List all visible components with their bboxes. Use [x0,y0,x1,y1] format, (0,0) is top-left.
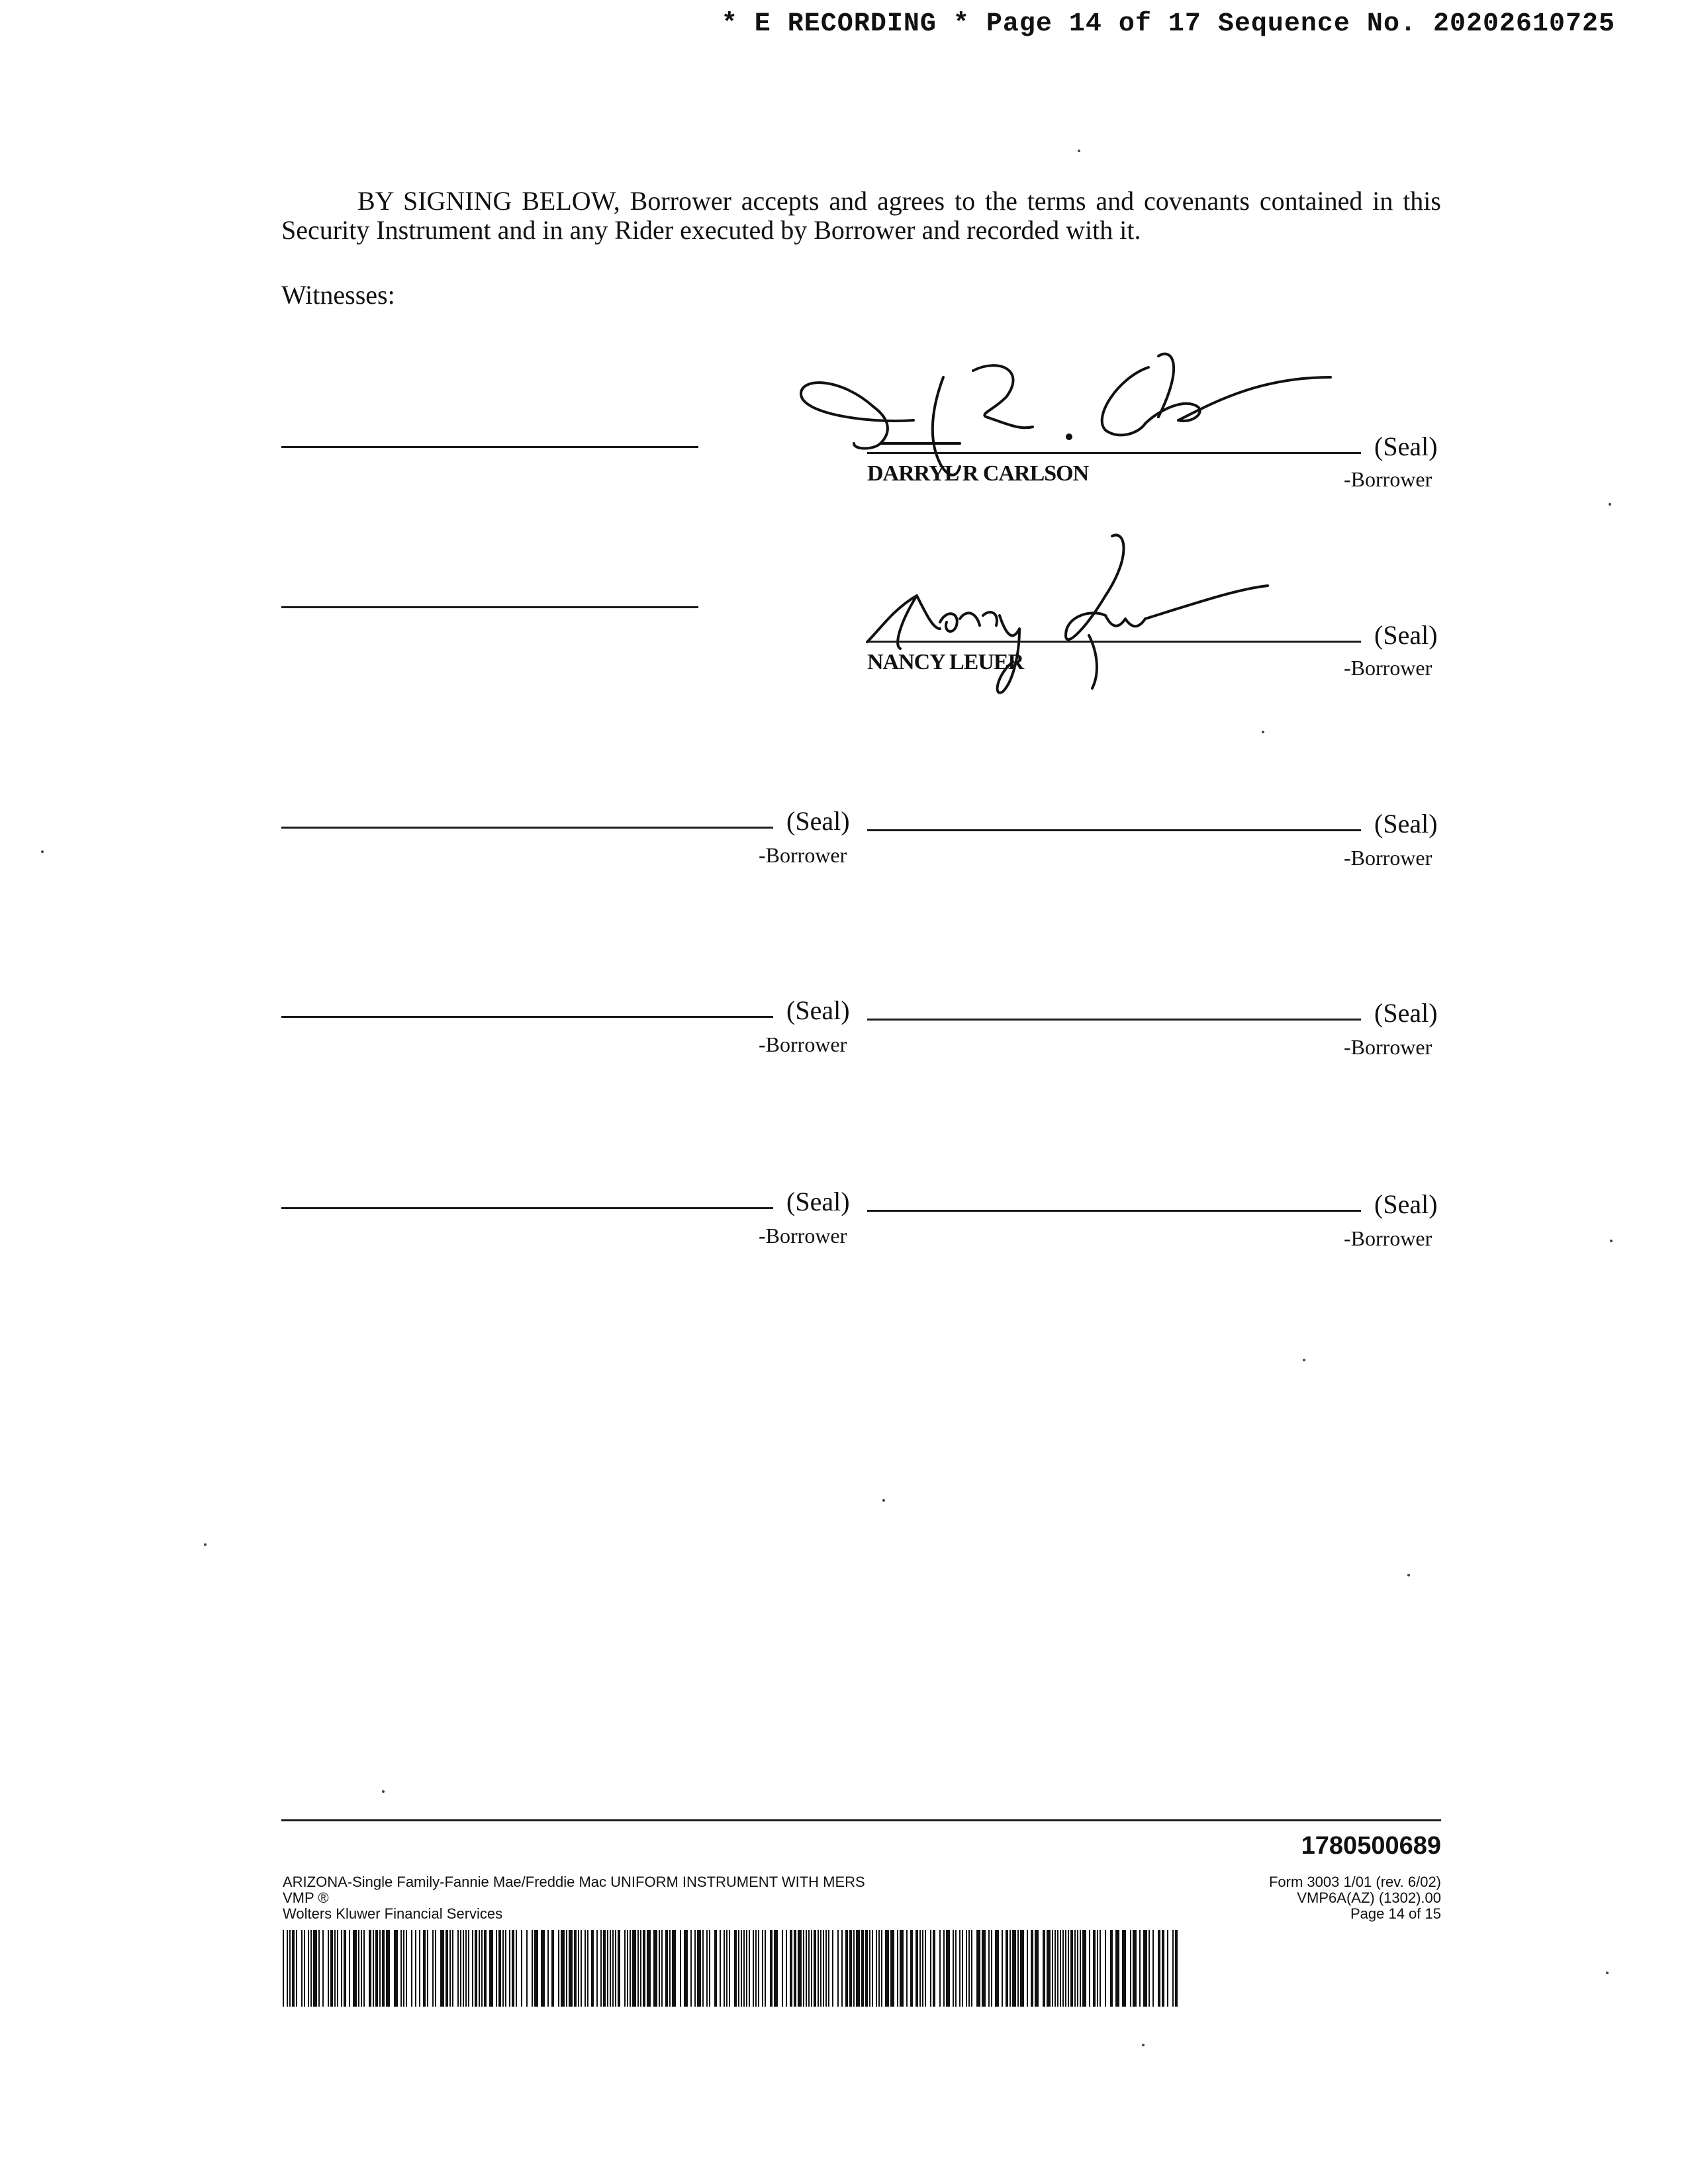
barcode-bar [558,1930,559,2007]
barcode-bar [400,1930,402,2007]
barcode-bar [296,1930,297,2007]
barcode-bar [995,1930,999,2007]
barcode-bar [798,1930,802,2007]
barcode-bar [803,1930,804,2007]
barcode-bar [806,1930,807,2007]
barcode-bar [561,1930,565,2007]
barcode-bar [1130,1930,1131,2007]
barcode-bar [481,1930,483,2007]
acceptance-paragraph [281,187,1441,245]
barcode-bar [1020,1930,1024,2007]
barcode-bar [618,1930,620,2007]
barcode-bar [1060,1930,1061,2007]
barcode-bar [755,1930,757,2007]
barcode-bar [991,1930,992,2007]
barcode-bar [509,1930,510,2007]
barcode-bar [669,1930,671,2007]
barcode-bar [939,1930,941,2007]
vmp-line: VMP ® [283,1889,329,1906]
barcode-bar [632,1930,636,2007]
signature-line-blank-5 [281,1207,773,1209]
barcode-bar [729,1930,730,2007]
barcode-bar [526,1930,528,2007]
barcode-bar [369,1930,371,2007]
borrower-role-label-2: -Borrower [1344,656,1432,680]
seal-label-borrower-1: (Seal) [1374,432,1438,461]
seal-label: (Seal) [1374,809,1438,839]
barcode-bar [1043,1930,1045,2007]
barcode-bar [479,1930,480,2007]
scan-speck [1606,1972,1609,1974]
barcode-bar [878,1930,880,2007]
seal-label: (Seal) [786,806,850,836]
barcode-bar [720,1930,721,2007]
barcode-bar [1035,1930,1039,2007]
barcode-bar [825,1930,827,2007]
borrower-role-label: -Borrower [1344,846,1432,870]
borrower-role-label: -Borrower [1344,1226,1432,1250]
barcode-bar [386,1930,390,2007]
barcode-bar [976,1930,980,2007]
barcode-bar [684,1930,688,2007]
barcode-bar [328,1930,329,2007]
barcode-bar [876,1930,877,2007]
barcode-bar [1105,1930,1106,2007]
barcode-bar [541,1930,545,2007]
barcode-bar [640,1930,641,2007]
barcode-bar [310,1930,312,2007]
barcode-bar [906,1930,908,2007]
barcode-bar [337,1930,338,2007]
signature-line-blank-6 [867,1210,1361,1212]
barcode-bar [603,1930,606,2007]
barcode-bar [724,1930,725,2007]
barcode-bar [585,1930,586,2007]
barcode-bar [301,1930,303,2007]
barcode-bar [845,1930,848,2007]
signature-line-blank-1 [281,827,773,829]
barcode-bar [865,1930,868,2007]
barcode-bar [432,1930,434,2007]
barcode-bar [596,1930,598,2007]
barcode-bar [782,1930,783,2007]
witness-line-1 [281,446,698,448]
barcode-bar [734,1930,737,2007]
barcode-bar [1080,1930,1081,2007]
barcode-bar [361,1930,362,2007]
barcode-bar [502,1930,504,2007]
barcode-bar [313,1930,317,2007]
barcode-bar [765,1930,766,2007]
barcode-bar [449,1930,451,2007]
barcode-bar [790,1930,792,2007]
barcode-bar [1055,1930,1056,2007]
barcode-bar [358,1930,359,2007]
barcode-bar [746,1930,747,2007]
barcode-bar [1070,1930,1073,2007]
barcode-bar [885,1930,889,2007]
barcode-bar [971,1930,972,2007]
barcode-bar [694,1930,696,2007]
barcode-bar [406,1930,407,2007]
barcode-bar [959,1930,961,2007]
seal-label-borrower-2: (Seal) [1374,620,1438,650]
barcode-bar [512,1930,514,2007]
barcode-bar [566,1930,567,2007]
barcode-bar [423,1930,426,2007]
barcode-bar [953,1930,954,2007]
barcode-bar [484,1930,487,2007]
barcode-bar [982,1930,986,2007]
seal-label: (Seal) [786,995,850,1025]
barcode-bar [624,1930,626,2007]
barcode-bar [411,1930,412,2007]
barcode-bar [334,1930,336,2007]
barcode-bar [933,1930,935,2007]
barcode-bar [1062,1930,1064,2007]
form-title-line: ARIZONA-Single Family-Fannie Mae/Freddie Mac UNIFORM INSTRUMENT WITH MERS [283,1874,865,1890]
barcode-bar [569,1930,573,2007]
barcode-bar [955,1930,957,2007]
form-code-line: VMP6A(AZ) (1302).00 [1297,1889,1441,1906]
form-description [283,1874,865,1922]
scan-speck [1262,731,1264,733]
barcode-bar [551,1930,554,2007]
barcode-bar [1047,1930,1051,2007]
barcode-bar [966,1930,967,2007]
barcode-bar [709,1930,710,2007]
publisher-line: Wolters Kluwer Financial Services [283,1905,503,1922]
borrower-name-darryl-carlson: DARRYL R CARLSON [867,461,1089,486]
barcode-bar [534,1930,538,2007]
footer-rule [281,1819,1441,1821]
barcode-bar [505,1930,506,2007]
scan-speck [1609,503,1611,506]
barcode-bar [828,1930,829,2007]
barcode-bar [600,1930,602,2007]
barcode-bar [962,1930,963,2007]
scan-speck [204,1543,207,1546]
signature-nancy-leuer [854,529,1278,702]
barcode-bar [988,1930,990,2007]
barcode-bar [1139,1930,1141,2007]
barcode-bar [308,1930,309,2007]
barcode-bar [283,1930,284,2007]
scan-speck [882,1499,885,1502]
barcode-bar [1006,1930,1008,2007]
barcode-bar [743,1930,745,2007]
barcode-bar [1093,1930,1096,2007]
document-barcode [283,1930,1178,2007]
barcode-bar [1082,1930,1086,2007]
borrower-name-nancy-leuer: NANCY LEUER [867,650,1024,674]
barcode-bar [463,1930,464,2007]
barcode-bar [375,1930,378,2007]
barcode-bar [468,1930,469,2007]
barcode-bar [472,1930,473,2007]
barcode-bar [770,1930,773,2007]
barcode-bar [574,1930,577,2007]
barcode-bar [753,1930,754,2007]
barcode-bar [452,1930,453,2007]
barcode-bar [946,1930,950,2007]
barcode-bar [690,1930,692,2007]
barcode-bar [394,1930,398,2007]
loan-number: 1780500689 [1301,1832,1441,1860]
barcode-bar [1031,1930,1033,2007]
barcode-bar [612,1930,614,2007]
scan-speck [41,850,44,853]
barcode-bar [382,1930,385,2007]
barcode-bar [647,1930,651,2007]
witnesses-label: Witnesses: [281,280,395,310]
barcode-bar [1162,1930,1164,2007]
barcode-bar [741,1930,742,2007]
barcode-bar [457,1930,459,2007]
borrower-role-label: -Borrower [759,843,847,867]
signature-line-blank-3 [281,1016,773,1018]
barcode-bar [435,1930,436,2007]
signature-line-borrower-2 [867,641,1361,643]
witness-line-2 [281,606,698,608]
barcode-bar [665,1930,668,2007]
barcode-bar [738,1930,739,2007]
barcode-bar [818,1930,819,2007]
barcode-bar [615,1930,616,2007]
barcode-bar [322,1930,324,2007]
barcode-bar [943,1930,945,2007]
borrower-role-label: -Borrower [759,1032,847,1056]
barcode-bar [498,1930,501,2007]
seal-label: (Seal) [1374,1189,1438,1219]
barcode-bar [304,1930,305,2007]
barcode-bar [702,1930,704,2007]
barcode-bar [1077,1930,1078,2007]
barcode-bar [919,1930,921,2007]
barcode-bar [726,1930,727,2007]
barcode-bar [749,1930,750,2007]
scan-speck [1142,2044,1145,2046]
borrower-role-label: -Borrower [759,1224,847,1248]
barcode-bar [1133,1930,1137,2007]
barcode-bar [591,1930,594,2007]
barcode-bar [1097,1930,1098,2007]
barcode-bar [1052,1930,1053,2007]
barcode-bar [1152,1930,1154,2007]
barcode-bar [869,1930,870,2007]
acceptance-text: BY SIGNING BELOW, Borrower accepts and agrees to the terms and covenants contained in this Security Instrument and in any Rider executed by Borrower and recorded with it. [281,186,1441,245]
seal-label: (Seal) [786,1187,850,1216]
barcode-bar [1172,1930,1174,2007]
barcode-bar [925,1930,926,2007]
barcode-bar [1115,1930,1119,2007]
barcode-bar [627,1930,628,2007]
barcode-bar [547,1930,549,2007]
barcode-bar [900,1930,904,2007]
barcode-bar [440,1930,444,2007]
barcode-bar [344,1930,346,2007]
barcode-bar [1057,1930,1058,2007]
barcode-bar [1065,1930,1066,2007]
barcode-bar [856,1930,860,2007]
barcode-bar [465,1930,467,2007]
barcode-bar [292,1930,295,2007]
barcode-bar [581,1930,582,2007]
barcode-bar [1110,1930,1113,2007]
barcode-bar [823,1930,824,2007]
signature-line-borrower-1 [867,452,1361,454]
barcode-bar [287,1930,288,2007]
barcode-bar [861,1930,864,2007]
barcode-bar [1167,1930,1168,2007]
barcode-bar [849,1930,852,2007]
barcode-bar [353,1930,357,2007]
barcode-bar [786,1930,787,2007]
barcode-bar [672,1930,676,2007]
barcode-bar [1027,1930,1028,2007]
barcode-bar [697,1930,701,2007]
barcode-bar [607,1930,608,2007]
barcode-bar [774,1930,778,2007]
barcode-bar [1089,1930,1090,2007]
barcode-bar [881,1930,882,2007]
barcode-bar [373,1930,374,2007]
barcode-bar [489,1930,493,2007]
barcode-bar [1009,1930,1011,2007]
barcode-bar [659,1930,660,2007]
borrower-role-label: -Borrower [1344,1035,1432,1059]
scan-speck [1610,1240,1613,1242]
signature-line-blank-4 [867,1019,1361,1021]
barcode-bar [680,1930,681,2007]
barcode-bar [532,1930,533,2007]
barcode-bar [837,1930,839,2007]
barcode-bar [289,1930,291,2007]
barcode-bar [1068,1930,1069,2007]
barcode-bar [811,1930,812,2007]
form-identifiers [1125,1874,1441,1922]
barcode-bar [610,1930,611,2007]
barcode-bar [521,1930,522,2007]
barcode-bar [363,1930,365,2007]
barcode-bar [1158,1930,1160,2007]
barcode-bar [758,1930,759,2007]
barcode-bar [415,1930,416,2007]
barcode-bar [419,1930,420,2007]
barcode-bar [910,1930,913,2007]
barcode-bar [1149,1930,1150,2007]
form-number-line: Form 3003 1/01 (rev. 6/02) [1268,1874,1441,1890]
barcode-bar [653,1930,657,2007]
barcode-bar [496,1930,497,2007]
barcode-bar [643,1930,645,2007]
barcode-bar [516,1930,517,2007]
signature-line-blank-2 [867,829,1361,831]
barcode-bar [897,1930,898,2007]
barcode-bar [1074,1930,1076,2007]
page-number-line: Page 14 of 15 [1350,1905,1441,1922]
barcode-bar [1122,1930,1126,2007]
barcode-bar [922,1930,923,2007]
barcode-bar [841,1930,843,2007]
barcode-bar [379,1930,381,2007]
barcode-bar [930,1930,931,2007]
scan-speck [1407,1574,1410,1576]
scan-speck [1303,1359,1305,1361]
barcode-bar [794,1930,796,2007]
recording-header: * E RECORDING * Page 14 of 17 Sequence No. 20202610725 [721,9,1615,39]
barcode-bar [762,1930,763,2007]
barcode-bar [341,1930,342,2007]
barcode-bar [1143,1930,1147,2007]
seal-label: (Seal) [1374,998,1438,1028]
barcode-bar [403,1930,404,2007]
barcode-bar [318,1930,320,2007]
barcode-bar [968,1930,970,2007]
barcode-bar [808,1930,810,2007]
borrower-role-label-1: -Borrower [1344,467,1432,491]
barcode-bar [915,1930,918,2007]
scan-speck [1078,150,1080,152]
barcode-bar [832,1930,833,2007]
barcode-bar [1002,1930,1003,2007]
barcode-bar [349,1930,350,2007]
barcode-bar [890,1930,894,2007]
barcode-bar [661,1930,663,2007]
scan-speck [382,1790,385,1793]
barcode-bar [578,1930,579,2007]
barcode-bar [1012,1930,1016,2007]
barcode-bar [706,1930,708,2007]
barcode-bar [1175,1930,1178,2007]
barcode-bar [814,1930,816,2007]
barcode-bar [630,1930,631,2007]
barcode-bar [427,1930,428,2007]
barcode-bar [853,1930,855,2007]
barcode-bar [820,1930,821,2007]
barcode-bar [1100,1930,1101,2007]
barcode-bar [460,1930,461,2007]
barcode-bar [1017,1930,1019,2007]
barcode-bar [714,1930,717,2007]
barcode-bar [637,1930,639,2007]
barcode-bar [330,1930,333,2007]
barcode-bar [872,1930,873,2007]
barcode-bar [587,1930,588,2007]
barcode-bar [475,1930,477,2007]
barcode-bar [445,1930,448,2007]
